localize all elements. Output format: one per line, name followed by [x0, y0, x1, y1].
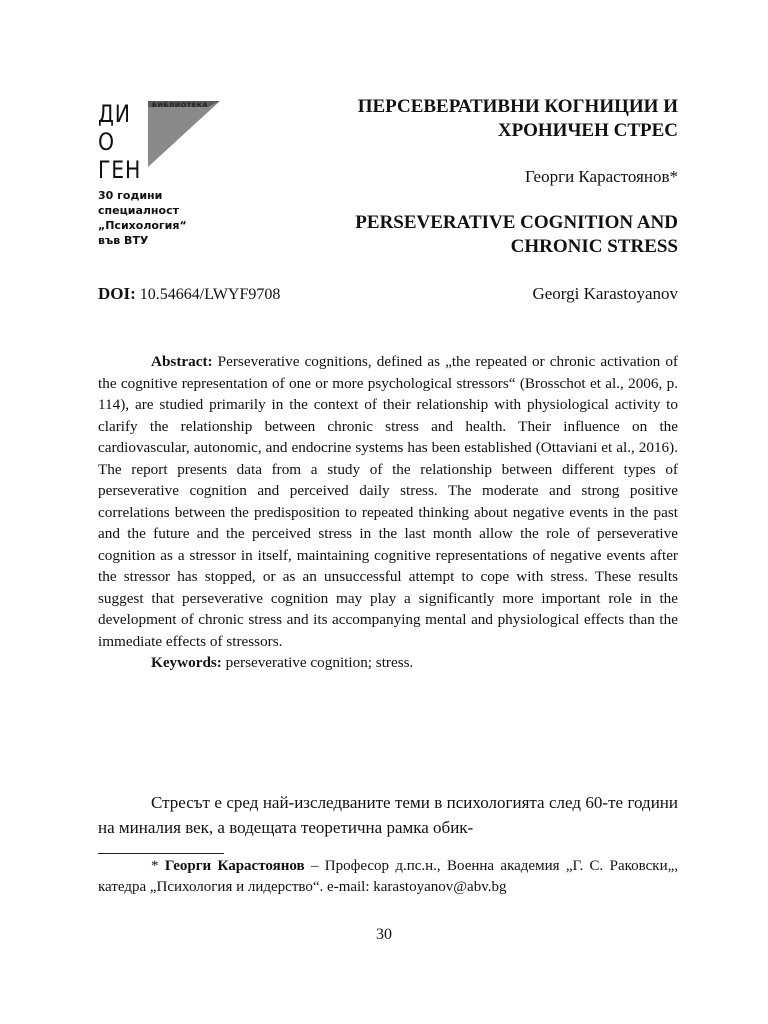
body-paragraph: Стресът е сред най-изследваните теми в психологията след 60-те години на миналия век, а водещата теоретична рамка обик- — [98, 793, 678, 837]
page-number: 30 — [376, 926, 392, 943]
footnote-text: – Професор д.пс.н., Военна академия „Г. С. Раковски„, катедра „Психология и лидерство“. e-mail: karastoyanov@abv.bg — [98, 858, 679, 895]
keywords-line — [98, 652, 678, 674]
abstract-text: Perseverative cognitions, defined as „the repeated or chronic activation of the cognitive representation of one or more psychological stressors“ (Brosschot et al., 2006, p. 114), are studied primarily in the context of their relationship with physiological activity to clarify the relationship between chronic stress and health. Their influence on the cardiovascular, autonomic, and endocrine systems has been established (Ottaviani et al., 2016). The report presents data from a study of the relationship between different types of perseverative cognition and perceived daily stress. The moderate and strong positive correlations between the predisposition to repeated thinking about negative events in the past and the future and the perceived stress in the last month allow the role of perseverative cognition as a stressor in itself, maintaining cognitive representations of negative events after the stressor has stopped, or as an unsuccessful attempt to cope with stress. These results suggest that perseverative cognition may play a significantly more important role in the development of chronic stress and its accompanying mental and physiological effects than the immediate effects of stressors. — [98, 353, 678, 650]
logo-letters-line-3: ГЕН — [98, 156, 142, 184]
logo-caption-line-4: във ВТУ — [98, 234, 149, 247]
title-bulgarian — [258, 95, 678, 143]
logo-caption-line-3: „Психология“ — [98, 219, 187, 232]
author-english: Georgi Karastoyanov — [532, 284, 678, 303]
keywords-text: perseverative cognition; stress. — [225, 654, 414, 671]
title-english-line-2: CHRONIC STRESS — [510, 236, 678, 257]
logo-caption-line-2: специалност — [98, 204, 179, 217]
logo-tag-text: БИБЛИОТЕКА — [152, 101, 208, 109]
title-bulgarian-line-2: ХРОНИЧЕН СТРЕС — [497, 120, 678, 141]
footnote-paragraph — [98, 856, 678, 898]
title-english — [258, 211, 678, 259]
author-bulgarian: Георги Карастоянов* — [525, 167, 678, 186]
logo-letters-line-2: О — [98, 128, 115, 156]
footnote-divider — [98, 853, 224, 854]
logo-triangle-graphic — [148, 101, 220, 167]
logo-caption-line-1: 30 години — [98, 189, 163, 202]
footnote-marker: * — [151, 858, 159, 874]
footnote-author-name: Георги Карастоянов — [164, 858, 305, 874]
doi-line — [98, 284, 280, 304]
abstract-label: Abstract: — [151, 353, 213, 370]
title-english-line-1: PERSEVERATIVE COGNITION AND — [355, 212, 678, 233]
logo-wordmark — [98, 100, 141, 184]
body-text — [98, 790, 678, 840]
title-bulgarian-line-1: ПЕРСЕВЕРАТИВНИ КОГНИЦИИ И — [357, 96, 678, 117]
doi-label: DOI: — [98, 284, 136, 303]
doi-value[interactable]: 10.54664/LWYF9708 — [139, 286, 281, 303]
logo-caption — [98, 188, 187, 248]
abstract-paragraph — [98, 351, 678, 652]
logo-letters-line-1: ДИ — [98, 100, 131, 128]
abstract-section — [98, 351, 678, 674]
footnote — [98, 856, 678, 898]
keywords-label: Keywords: — [151, 654, 222, 671]
